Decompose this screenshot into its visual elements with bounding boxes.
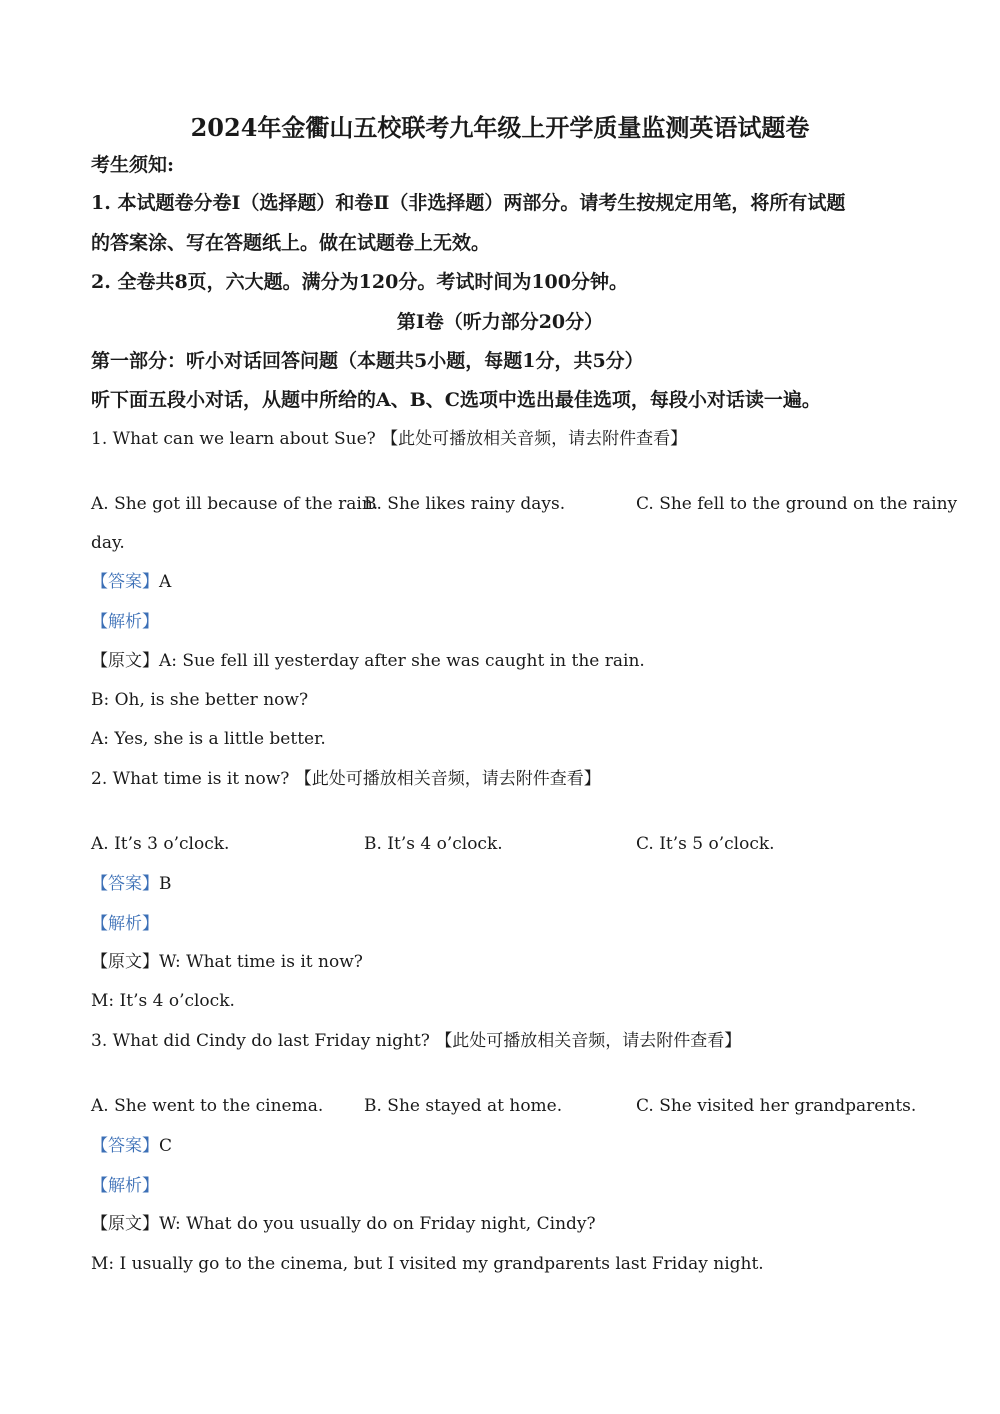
script-text: W: What time is it now? xyxy=(159,952,363,972)
notice-item-2: 2. 全卷共8页，六大题。满分为120分。考试时间为100分钟。 xyxy=(91,271,628,293)
audio-note: 【此处可播放相关音频，请去附件查看】 xyxy=(294,769,601,789)
question-1 xyxy=(91,428,687,450)
q1-option-c: C. She fell to the ground on the rainy xyxy=(636,494,958,514)
q1-option-c-continued: day. xyxy=(91,533,125,553)
q3-script-line-2: M: I usually go to the cinema, but I visited my grandparents last Friday night. xyxy=(91,1254,764,1274)
answer-value: C xyxy=(159,1136,173,1156)
q3-answer xyxy=(91,1135,172,1157)
part-instruction: 听下面五段小对话，从题中所给的A、B、C选项中选出最佳选项，每段小对话读一遍。 xyxy=(91,389,821,411)
original-tag: 【原文】 xyxy=(91,952,159,972)
q1-script-line-1 xyxy=(91,650,645,672)
q3-option-c: C. She visited her grandparents. xyxy=(636,1096,917,1116)
answer-value: B xyxy=(159,874,172,894)
notice-item-1-line-1: 1. 本试题卷分卷Ⅰ（选择题）和卷Ⅱ（非选择题）两部分。请考生按规定用笔，将所有试题 xyxy=(91,192,846,214)
question-2 xyxy=(91,768,601,790)
audio-note: 【此处可播放相关音频，请去附件查看】 xyxy=(435,1031,742,1051)
q2-option-c: C. It’s 5 o’clock. xyxy=(636,834,775,854)
original-tag: 【原文】 xyxy=(91,1214,159,1234)
part-title: 第一部分：听小对话回答问题（本题共5小题，每题1分，共5分） xyxy=(91,350,644,372)
q3-analysis-tag: 【解析】 xyxy=(91,1176,159,1196)
notice-heading: 考生须知: xyxy=(91,154,175,176)
question-3 xyxy=(91,1030,741,1052)
q3-option-b: B. She stayed at home. xyxy=(364,1096,563,1116)
audio-note: 【此处可播放相关音频，请去附件查看】 xyxy=(381,429,688,449)
volume-title: 第Ⅰ卷（听力部分20分） xyxy=(396,311,604,333)
question-text: 1. What can we learn about Sue? xyxy=(91,429,376,449)
q2-script-line-1 xyxy=(91,951,363,973)
answer-value: A xyxy=(159,572,172,592)
question-text: 3. What did Cindy do last Friday night? xyxy=(91,1031,430,1051)
q2-option-b: B. It’s 4 o’clock. xyxy=(364,834,503,854)
q1-option-a: A. She got ill because of the rain. xyxy=(91,494,379,514)
question-text: 2. What time is it now? xyxy=(91,769,290,789)
q2-analysis-tag: 【解析】 xyxy=(91,914,159,934)
q1-script-line-3: A: Yes, she is a little better. xyxy=(91,729,326,749)
q1-answer xyxy=(91,571,171,593)
original-tag: 【原文】 xyxy=(91,651,159,671)
answer-tag: 【答案】 xyxy=(91,572,159,592)
q2-script-line-2: M: It’s 4 o’clock. xyxy=(91,991,235,1011)
q3-script-line-1 xyxy=(91,1213,596,1235)
q2-option-a: A. It’s 3 o’clock. xyxy=(91,834,230,854)
q1-option-b: B. She likes rainy days. xyxy=(364,494,566,514)
script-text: W: What do you usually do on Friday night, Cindy? xyxy=(159,1214,596,1234)
q1-analysis-tag: 【解析】 xyxy=(91,612,159,632)
answer-tag: 【答案】 xyxy=(91,874,159,894)
q3-option-a: A. She went to the cinema. xyxy=(91,1096,324,1116)
page-title: 2024年金衢山五校联考九年级上开学质量监测英语试题卷 xyxy=(190,113,810,142)
answer-tag: 【答案】 xyxy=(91,1136,159,1156)
notice-item-1-line-2: 的答案涂、写在答题纸上。做在试题卷上无效。 xyxy=(91,232,491,254)
q2-answer xyxy=(91,873,172,895)
q1-script-line-2: B: Oh, is she better now? xyxy=(91,690,309,710)
script-text: A: Sue fell ill yesterday after she was caught in the rain. xyxy=(159,651,645,671)
